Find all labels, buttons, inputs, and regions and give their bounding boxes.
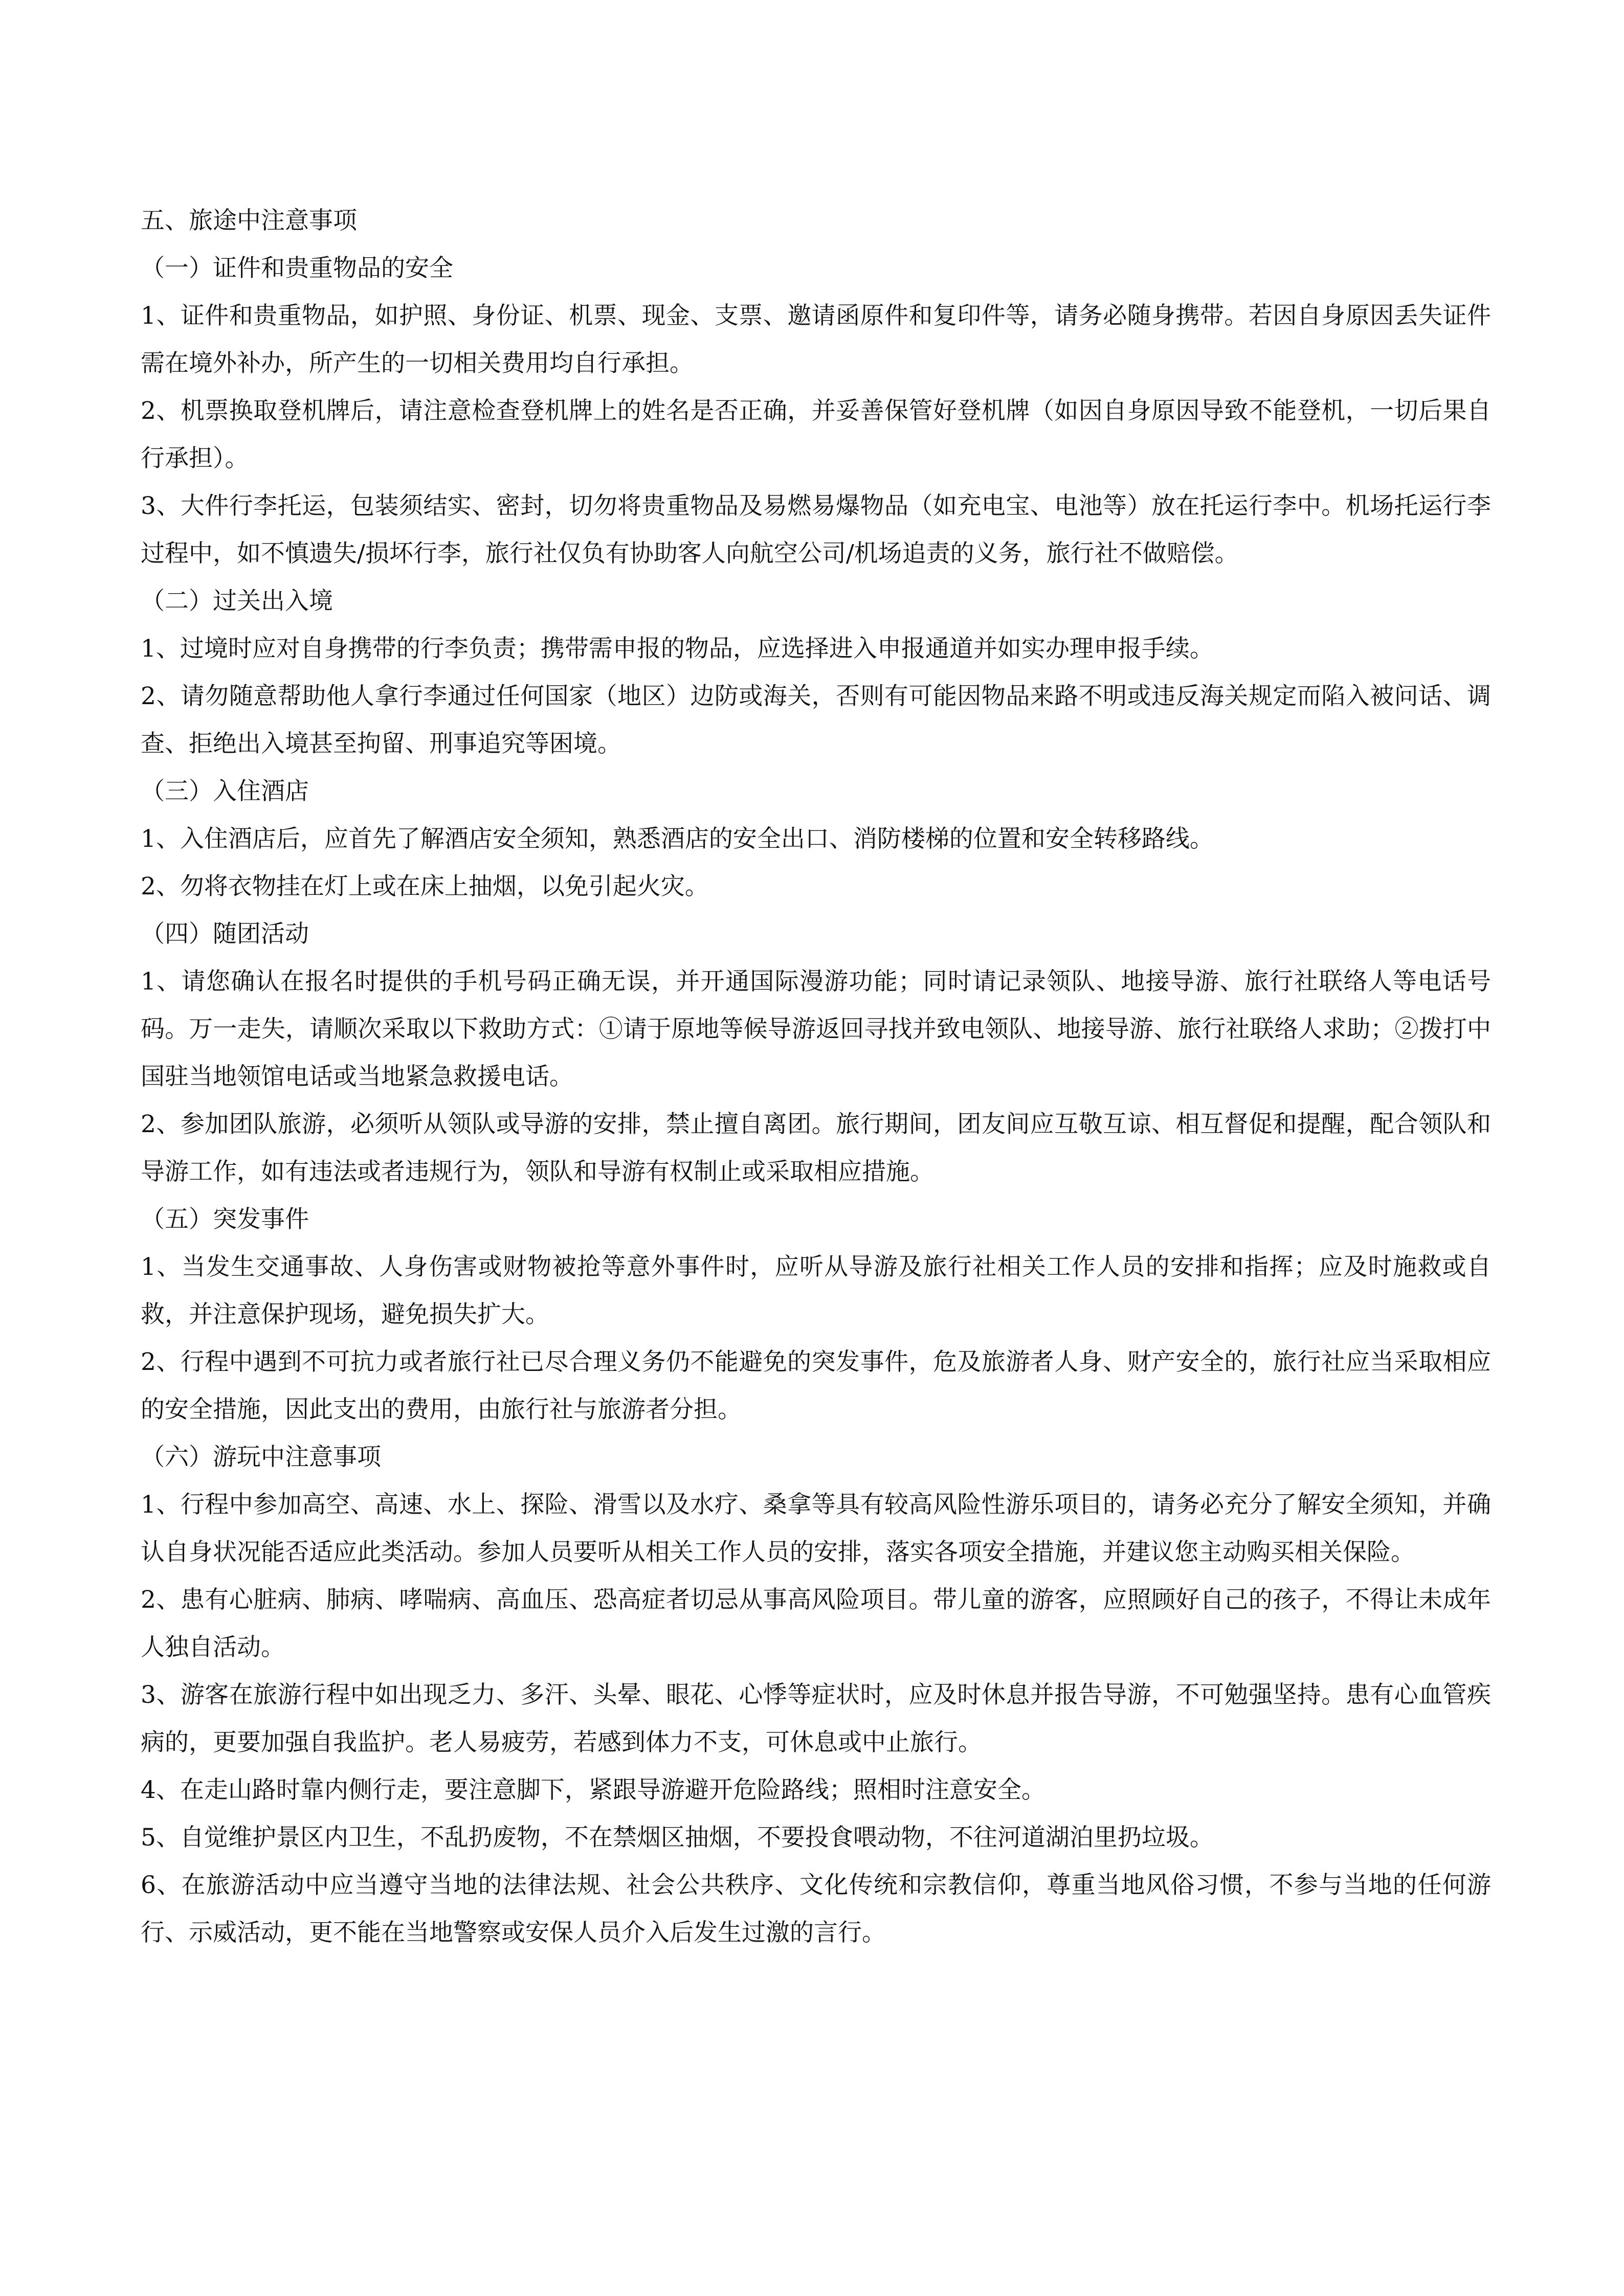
section-item: 2、勿将衣物挂在灯上或在床上抽烟，以免引起火灾。 bbox=[141, 872, 709, 901]
section-heading: （三）入住酒店 bbox=[141, 777, 309, 805]
section-item: 3、游客在旅游行程中如出现乏力、多汗、头晕、眼花、心悸等症状时，应及时休息并报告导游，不可勉强坚持。患有心血管疾病的，更要加强自我监护。老人易疲劳，若感到体力不支，可休息或中止旅行。 bbox=[141, 1681, 1491, 1757]
section-heading: （六）游玩中注意事项 bbox=[141, 1443, 381, 1471]
section-item: 6、在旅游活动中应当遵守当地的法律法规、社会公共秩序、文化传统和宗教信仰，尊重当地风俗习惯，不参与当地的任何游行、示威活动，更不能在当地警察或安保人员介入后发生过激的言行。 bbox=[141, 1871, 1491, 1947]
section-item: 1、过境时应对自身携带的行李负责；携带需申报的物品，应选择进入申报通道并如实办理申报手续。 bbox=[141, 635, 1214, 663]
section-item: 2、参加团队旅游，必须听从领队或导游的安排，禁止擅自离团。旅行期间，团友间应互敬互谅、相互督促和提醒，配合领队和导游工作，如有违法或者违规行为，领队和导游有权制止或采取相应措施。 bbox=[141, 1110, 1491, 1186]
section-item: 1、请您确认在报名时提供的手机号码正确无误，并开通国际漫游功能；同时请记录领队、地接导游、旅行社联络人等电话号码。万一走失，请顺次采取以下救助方式：①请于原地等候导游返回寻找并致电领队、地接导游、旅行社联络人求助；②拨打中国驻当地领馆电话或当地紧急救援电话。 bbox=[141, 967, 1491, 1091]
section-heading: （二）过关出入境 bbox=[141, 587, 333, 615]
section-item: 2、患有心脏病、肺病、哮喘病、高血压、恐高症者切忌从事高风险项目。带儿童的游客，应照顾好自己的孩子，不得让未成年人独自活动。 bbox=[141, 1586, 1491, 1661]
document-page bbox=[141, 197, 1491, 1956]
section-item: 2、请勿随意帮助他人拿行李通过任何国家（地区）边防或海关，否则有可能因物品来路不明或违反海关规定而陷入被问话、调查、拒绝出入境甚至拘留、刑事追究等困境。 bbox=[141, 682, 1491, 758]
section-item: 1、行程中参加高空、高速、水上、探险、滑雪以及水疗、桑拿等具有较高风险性游乐项目的，请务必充分了解安全须知，并确认自身状况能否适应此类活动。参加人员要听从相关工作人员的安排，落实各项安全措施，并建议您主动购买相关保险。 bbox=[141, 1491, 1491, 1566]
section-item: 1、当发生交通事故、人身伤害或财物被抢等意外事件时，应听从导游及旅行社相关工作人员的安排和指挥；应及时施救或自救，并注意保护现场，避免损失扩大。 bbox=[141, 1253, 1491, 1329]
section-item: 1、入住酒店后，应首先了解酒店安全须知，熟悉酒店的安全出口、消防楼梯的位置和安全转移路线。 bbox=[141, 825, 1214, 853]
section-heading: （一）证件和贵重物品的安全 bbox=[141, 254, 453, 282]
section-item: 2、机票换取登机牌后，请注意检查登机牌上的姓名是否正确，并妥善保管好登机牌（如因自身原因导致不能登机，一切后果自行承担）。 bbox=[141, 397, 1491, 472]
section-item: 5、自觉维护景区内卫生，不乱扔废物，不在禁烟区抽烟，不要投食喂动物，不往河道湖泊里扔垃圾。 bbox=[141, 1824, 1214, 1852]
section-heading: （五）突发事件 bbox=[141, 1205, 309, 1233]
section-item: 4、在走山路时靠内侧行走，要注意脚下，紧跟导游避开危险路线；照相时注意安全。 bbox=[141, 1776, 1045, 1804]
section-heading: （四）随团活动 bbox=[141, 920, 309, 948]
section-item: 1、证件和贵重物品，如护照、身份证、机票、现金、支票、邀请函原件和复印件等，请务必随身携带。若因自身原因丢失证件需在境外补办，所产生的一切相关费用均自行承担。 bbox=[141, 302, 1491, 377]
document-title: 五、旅途中注意事项 bbox=[141, 207, 357, 235]
section-item: 2、行程中遇到不可抗力或者旅行社已尽合理义务仍不能避免的突发事件，危及旅游者人身、财产安全的，旅行社应当采取相应的安全措施，因此支出的费用，由旅行社与旅游者分担。 bbox=[141, 1348, 1491, 1424]
section-item: 3、大件行李托运，包装须结实、密封，切勿将贵重物品及易燃易爆物品（如充电宝、电池等）放在托运行李中。机场托运行李过程中，如不慎遗失/损坏行李，旅行社仅负有协助客人向航空公司/机场追责的义务，旅行社不做赔偿。 bbox=[141, 492, 1491, 568]
